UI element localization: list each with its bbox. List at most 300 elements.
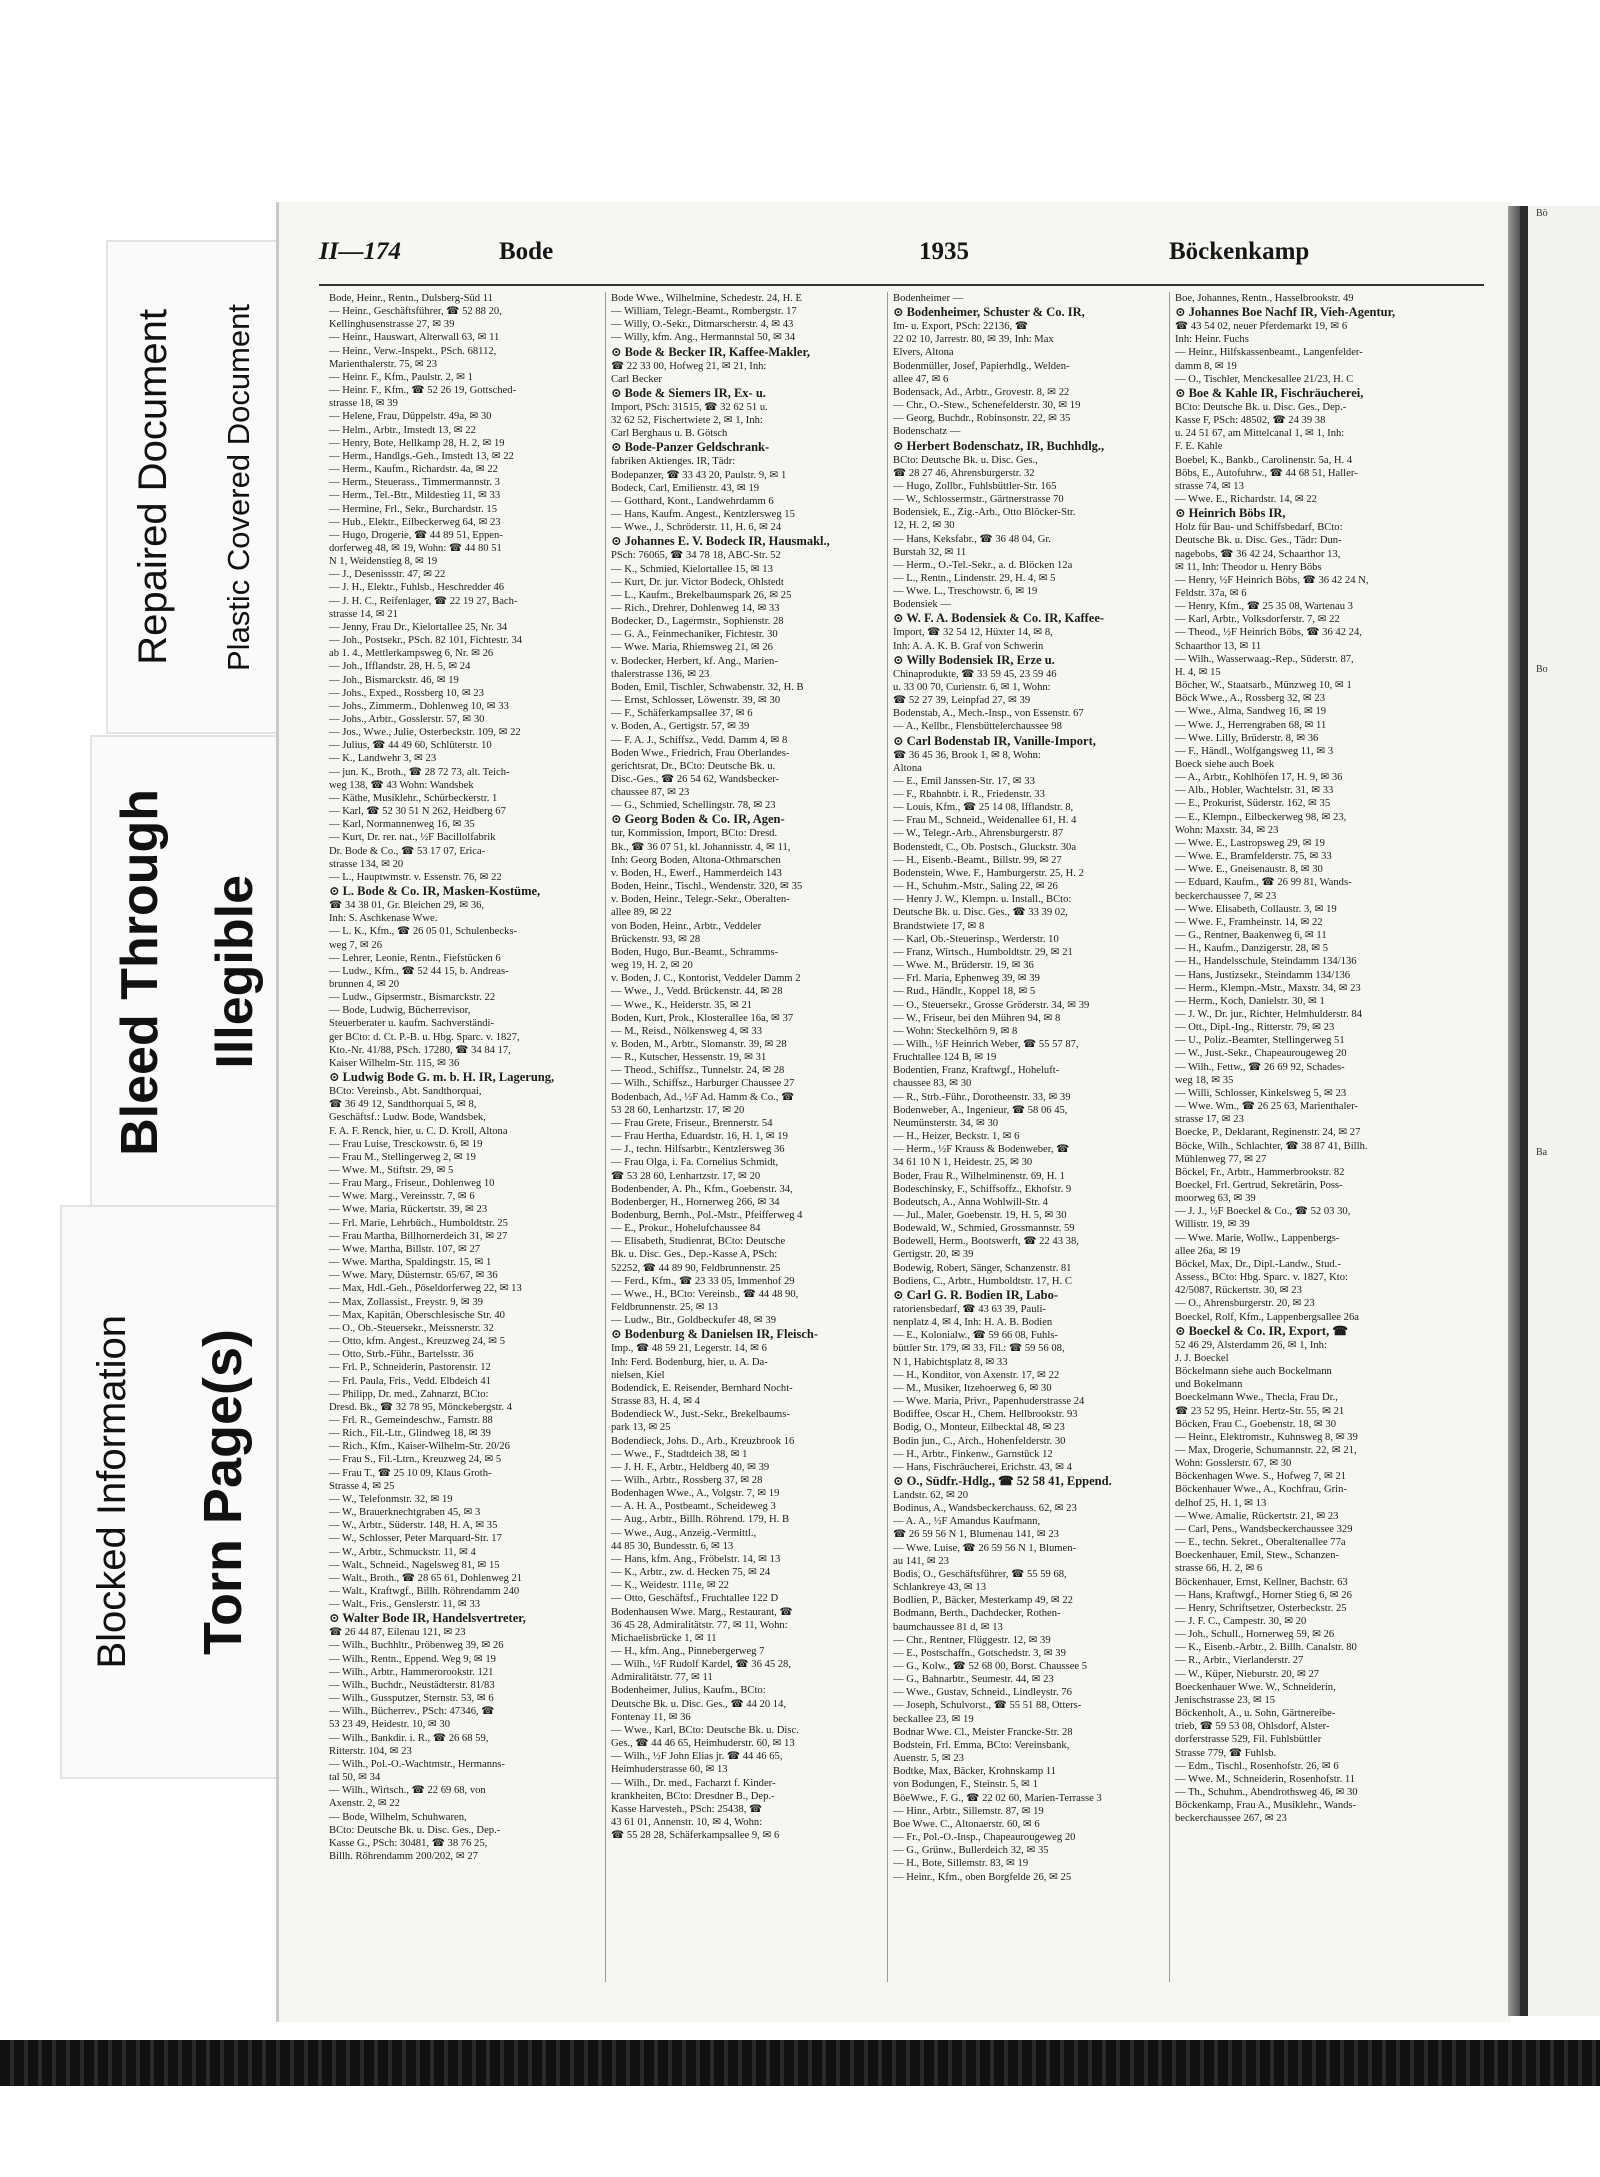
repaired-document-label: Repaired Document: [130, 309, 175, 665]
directory-entry: Bodenstedt, C., Ob. Postsch., Gluckstr. 30a: [893, 841, 1077, 853]
directory-entry: — Joh., Bismarckstr. 46, ✉ 19: [329, 674, 459, 686]
directory-entry: Bodlien, P., Bäcker, Mesterkamp 49, ✉ 22: [893, 1595, 1073, 1607]
directory-entry: ⊙ Boe & Kahle IR, Fischräucherei,: [1175, 385, 1364, 400]
directory-entry: thalerstrasse 136, ✉ 23: [611, 668, 710, 680]
directory-entry: v. Boden, H., Ewerf., Hammerdeich 143: [611, 867, 782, 879]
directory-entry: Billh. Röhrendamm 200/202, ✉ 27: [329, 1850, 478, 1862]
directory-entry: 52252, ☎ 44 89 90, Feldbrunnenstr. 25: [611, 1262, 781, 1274]
directory-entry: — Hugo, Zollbr., Fuhlsbüttler-Str. 165: [893, 480, 1057, 492]
directory-entry: — Hans, Fischräucherei, Erichstr. 43, ✉ 4: [893, 1461, 1072, 1473]
directory-entry: Böckenholt, A., u. Sohn, Gärtnereibe-: [1175, 1708, 1336, 1720]
directory-entry: — Wilh., Dr. med., Facharzt f. Kinder-: [611, 1777, 776, 1789]
directory-entry: — Joseph, Schulvorst., ☎ 55 51 88, Otters-: [893, 1700, 1082, 1712]
directory-entry: Boder, Frau R., Wilhelminenstr. 69, H. 1: [893, 1170, 1065, 1182]
directory-entry: — Herm., ½F Krauss & Bodenweber, ☎: [893, 1144, 1070, 1156]
directory-entry: — Wwe. Martha, Billstr. 107, ✉ 27: [329, 1243, 481, 1255]
directory-entry: — J. J., ½F Boeckel & Co., ☎ 52 03 30,: [1175, 1206, 1351, 1218]
directory-entry: Bodeschinsky, F., Schiffsoffz., Ekhofstr. 9: [893, 1183, 1072, 1195]
directory-entry: — Walt., Kraftwgf., Billh. Röhrendamm 240: [329, 1586, 520, 1597]
directory-entry: — Heinr., Kfm., oben Borgfelde 26, ✉ 25: [893, 1871, 1072, 1883]
directory-entry: Böck Wwe., A., Rossberg 32, ✉ 23: [1175, 693, 1326, 705]
directory-entry: strasse 17, ✉ 23: [1175, 1114, 1244, 1126]
directory-entry: Altona: [893, 762, 922, 774]
directory-entry: delhof 25, H. 1, ✉ 13: [1175, 1497, 1267, 1509]
directory-entry: tur, Kommission, Import, BCto: Dresd.: [611, 828, 778, 840]
condition-label-blocked-torn: [60, 1205, 284, 1779]
directory-entry: von Boden, Heinr., Arbtr., Veddeler: [611, 920, 762, 932]
directory-entry: — Max, Hdl.-Geh., Pöseldorferweg 22, ✉ 13: [329, 1283, 522, 1295]
directory-entry: Dr. Bode & Co., ☎ 53 17 07, Erica-: [329, 845, 486, 857]
directory-entry: — Elisabeth, Studienrat, BCto: Deutsche: [611, 1236, 786, 1248]
directory-entry: ⊙ Boeckel & Co. IR, Export, ☎: [1175, 1323, 1348, 1338]
directory-entry: — Kurt, Dr. jur. Victor Bodeck, Ohlstedt: [611, 576, 784, 588]
directory-entry: ⊙ L. Bode & Co. IR, Masken-Kostüme,: [329, 884, 541, 899]
directory-entry: — H., Schuhm.-Mstr., Saling 22, ✉ 26: [893, 881, 1058, 893]
directory-entry: 34 61 10 N 1, Heidestr. 25, ✉ 30: [893, 1157, 1033, 1169]
directory-entry: — O., Ob.-Steuersekr., Meissnerstr. 32: [329, 1322, 494, 1334]
directory-entry: — Georg, Buchdr., Robinsonstr. 22, ✉ 35: [893, 413, 1071, 425]
directory-entry: ☎ 36 49 12, Sandthorquai 5, ✉ 8,: [329, 1099, 477, 1111]
directory-entry: Inh: Heinr. Fuchs: [1175, 334, 1249, 346]
header-first-name: Bode: [499, 238, 554, 265]
directory-entry: — Wwe. Wm., ☎ 26 25 63, Marienthaler-: [1175, 1101, 1358, 1113]
directory-entry: — W., Arbtr., Süderstr. 148, H. A, ✉ 35: [329, 1520, 498, 1532]
directory-entry: Dresd. Bk., ☎ 32 78 95, Mönckebergstr. 4: [329, 1401, 513, 1413]
directory-entry: Kasse Harvesteh., PSch: 25438, ☎: [611, 1803, 763, 1815]
directory-entry: Bodensiek, E., Zig.-Arb., Otto Blöcker-Str.: [893, 507, 1076, 519]
directory-entry: weg 138, ☎ 43 Wohn: Wandsbek: [329, 779, 474, 791]
directory-entry: — Frl. Marie, Lehrbüch., Humboldtstr. 25: [329, 1217, 508, 1229]
directory-entry: — Heinr. F., Kfm., Paulstr. 2, ✉ 1: [329, 371, 473, 383]
directory-entry: — Max, Kapitän, Oberschlesische Str. 40: [329, 1309, 505, 1321]
directory-entry: Bodenbach, Ad., ½F Ad. Hamm & Co., ☎: [611, 1091, 795, 1103]
directory-entry: ☎ 36 45 36, Brook 1, ✉ 8, Wohn:: [893, 749, 1041, 761]
directory-entry: ✉ 11, Inh: Theodor u. Henry Böbs: [1175, 561, 1322, 573]
directory-entry: — J. H., Elektr., Fuhlsb., Heschredder 46: [329, 582, 505, 594]
directory-entry: Inh: Ferd. Bodenburg, hier, u. A. Da-: [611, 1356, 768, 1368]
directory-entry: — Wilh., Buchhltr., Pröbenweg 39, ✉ 26: [329, 1640, 504, 1652]
directory-entry: Strasse 83, H. 4, ✉ 4: [611, 1396, 700, 1408]
directory-entry: ☎ 26 44 87, Eilenau 121, ✉ 23: [329, 1627, 466, 1639]
directory-entry: — E., Prokur., Hohelufchaussee 84: [611, 1223, 761, 1235]
directory-entry: — O., Ahrensburgerstr. 20, ✉ 23: [1175, 1298, 1315, 1310]
directory-entry: — Frl. R., Gemeindeschw., Farnstr. 88: [329, 1414, 493, 1426]
directory-entry: Böckenhauer Wwe., A., Kochfrau, Grin-: [1175, 1484, 1347, 1496]
directory-entry: Bk., ☎ 36 07 51, kl. Johannisstr. 4, ✉ 11,: [611, 841, 791, 853]
directory-entry: 53 23 49, Heidestr. 10, ✉ 30: [329, 1719, 450, 1731]
directory-entry: — Lehrer, Leonie, Rentn., Fiefstücken 6: [329, 952, 501, 964]
directory-entry: — Max, Zollassist., Freystr. 9, ✉ 39: [329, 1296, 483, 1308]
directory-entry: — Ludw., Gipsermstr., Bismarckstr. 22: [329, 992, 496, 1004]
directory-entry: — William, Telegr.-Beamt., Rombergstr. 17: [611, 306, 797, 318]
directory-entry: — H., Handelsschule, Steindamm 134/136: [1175, 956, 1357, 968]
directory-entry: — Wwe., F., Stadtdeich 38, ✉ 1: [611, 1448, 748, 1460]
directory-entry: — Joh., Ifflandstr. 28, H. 5, ✉ 24: [329, 661, 471, 673]
directory-entry: au 141, ✉ 23: [893, 1555, 949, 1567]
directory-entry: — Wwe. Marie, Wollw., Lappenbergs-: [1175, 1232, 1340, 1244]
directory-entry: Imp., ☎ 48 59 21, Legerstr. 14, ✉ 6: [611, 1343, 767, 1355]
directory-entry: ⊙ Bodenburg & Danielsen IR, Fleisch-: [611, 1327, 819, 1342]
directory-entry: — Johs., Zimmerm., Dohlenweg 10, ✉ 33: [329, 700, 509, 712]
directory-entry: — G., Rentner, Baakenweg 6, ✉ 11: [1175, 930, 1327, 942]
directory-entry: — Käthe, Musiklehr., Schürbeckerstr. 1: [329, 792, 498, 804]
directory-entry: Schaarthor 13, ✉ 11: [1175, 640, 1262, 652]
directory-entry: — Julius, ☎ 44 49 60, Schlüterstr. 10: [329, 740, 492, 752]
directory-entry: Bodenberger, H., Hornerweg 266, ✉ 34: [611, 1196, 780, 1208]
directory-entry: Bodenhagen Wwe., A., Volgstr. 7, ✉ 19: [611, 1488, 780, 1500]
directory-entry: ☎ 28 27 46, Ahrensburgerstr. 32: [893, 467, 1035, 479]
directory-entry: — Frl. P., Schneiderin, Pastorenstr. 12: [329, 1362, 491, 1374]
directory-entry: — W., Telefonmstr. 32, ✉ 19: [329, 1493, 453, 1505]
directory-entry: — Frau Marg., Friseur., Dohlenweg 10: [329, 1178, 495, 1190]
directory-entry: — Wwe., Gustav, Schneid., Lindleystr. 76: [893, 1687, 1072, 1699]
directory-entry: Disc.-Ges., ☎ 26 54 62, Wandsbecker-: [611, 774, 780, 785]
directory-entry: ⊙ Walter Bode IR, Handelsvertreter,: [329, 1611, 526, 1626]
directory-entry: — Joh., Postsekr., PSch. 82 101, Fichtestr. 34: [329, 635, 523, 647]
directory-entry: — G., Kolw., ☎ 52 68 00, Borst. Chaussee 5: [893, 1661, 1088, 1672]
directory-entry: Bodenburg, Bernh., Pol.-Mstr., Pfeifferweg 4: [611, 1210, 803, 1221]
directory-entry: — Ott., Dipl.-Ing., Ritterstr. 79, ✉ 23: [1175, 1022, 1335, 1034]
directory-entry: moorweg 63, ✉ 39: [1175, 1193, 1256, 1205]
directory-entry: — Wwe., Alma, Sandweg 16, ✉ 19: [1175, 706, 1327, 718]
directory-entry: allee 47, ✉ 6: [893, 373, 949, 385]
directory-entry: ⊙ Johannes Boe Nachf IR, Vieh-Agentur,: [1175, 305, 1396, 320]
directory-entry: Boden, Kurt, Prok., Klosterallee 16a, ✉ 37: [611, 1012, 794, 1024]
directory-entry: — Heinr., Hauswart, Alterwall 63, ✉ 11: [329, 332, 500, 344]
directory-entry: — Wwe. Elisabeth, Collaustr. 3, ✉ 19: [1175, 903, 1337, 915]
directory-entry: — Edm., Tischl., Rosenhofstr. 26, ✉ 6: [1175, 1760, 1339, 1772]
column-divider: [1169, 292, 1170, 1982]
directory-entry: fabriken Aktienges. IR, Tädr:: [611, 456, 736, 468]
directory-entry: — Henry, ½F Heinrich Böbs, ☎ 36 42 24 N,: [1175, 574, 1369, 586]
directory-entry: baumchaussee 81 d, ✉ 13: [893, 1621, 1003, 1633]
directory-entry: — Herm., Steuerass., Timmermannstr. 3: [329, 477, 500, 489]
directory-entry: v. Bodecker, Herbert, kf. Ang., Marien-: [611, 655, 778, 667]
directory-entry: — Willy, kfm. Ang., Hermannstal 50, ✉ 34: [611, 332, 796, 344]
directory-entry: Böcken, Frau C., Goebenstr. 18, ✉ 30: [1175, 1418, 1336, 1430]
directory-entry: BCto: Deutsche Bk. u. Disc. Ges., Dep.-: [1175, 401, 1347, 413]
directory-entry: 42/5087, Rückertstr. 30, ✉ 23: [1175, 1285, 1302, 1297]
directory-entry: — Hermine, Frl., Sekr., Burchardstr. 15: [329, 503, 498, 515]
directory-entry: — Wilh., ½F John Elias jr. ☎ 44 46 65,: [611, 1751, 783, 1763]
directory-entry: Bodepanzer, ☎ 33 43 20, Paulstr. 9, ✉ 1: [611, 469, 787, 481]
directory-entry: — W., Schlossermstr., Gärtnerstrasse 70: [893, 494, 1064, 506]
directory-entry: — Henry J. W., Klempn. u. Install., BCto:: [893, 894, 1072, 906]
directory-entry: — Eduard, Kaufm., ☎ 26 99 81, Wands-: [1175, 877, 1352, 889]
directory-entry: — Wwe. E., Richardstr. 14, ✉ 22: [1175, 494, 1317, 506]
column-divider: [605, 292, 606, 1982]
directory-entry: Heimhuderstrasse 60, ✉ 13: [611, 1764, 728, 1776]
directory-entry: u. 24 51 67, am Mittelcanal 1, ✉ 1, Inh:: [1175, 428, 1345, 440]
directory-entry: — Wwe. M., Brüderstr. 19, ✉ 36: [893, 960, 1034, 972]
directory-entry: — K., Schmied, Kielortallee 15, ✉ 13: [611, 563, 773, 575]
directory-entry: — Wilh., Arbtr., Rossberg 37, ✉ 28: [611, 1474, 763, 1486]
directory-entry: trieb, ☎ 59 53 08, Ohlsdorf, Alster-: [1175, 1721, 1330, 1733]
directory-entry: Kasse F, PSch: 48502, ☎ 24 39 38: [1175, 415, 1326, 427]
directory-entry: Strasse 779, ☎ Fuhlsb.: [1175, 1747, 1277, 1759]
directory-entry: ☎ 26 59 56 N 1, Blumenau 141, ✉ 23: [893, 1529, 1059, 1541]
directory-entry: F. E. Kahle: [1175, 441, 1223, 453]
directory-entry: Fontenay 11, ✉ 36: [611, 1711, 691, 1723]
directory-entry: Boecke, P., Deklarant, Reginenstr. 24, ✉ 27: [1175, 1127, 1361, 1139]
plastic-covered-label: Plastic Covered Document: [221, 303, 257, 671]
directory-entry: Boebel, K., Bankb., Carolinenstr. 5a, H. 4: [1175, 454, 1353, 466]
directory-entry: — Hans, Kraftwgf., Horner Stieg 6, ✉ 26: [1175, 1589, 1352, 1601]
directory-entry: beckerchaussee 267, ✉ 23: [1175, 1813, 1287, 1825]
directory-entry: ⊙ Bodenheimer, Schuster & Co. IR,: [893, 305, 1085, 320]
scanner-bottom-band: [0, 2040, 1600, 2086]
directory-entry: Böckelmann siehe auch Bockelmann: [1175, 1366, 1332, 1378]
directory-entry: — Wwe. Martha, Spaldingstr. 15, ✉ 1: [329, 1257, 492, 1269]
directory-entry: — H., kfm. Ang., Pinnebergerweg 7: [611, 1646, 765, 1657]
directory-entry: ⊙ W. F. A. Bodensiek & Co. IR, Kaffee-: [893, 611, 1105, 626]
condition-label-bleed-illegible: [90, 735, 284, 1209]
adjacent-page-fragment: Bo: [1536, 664, 1548, 675]
directory-entry: — Wilh., ½F Heinrich Weber, ☎ 55 57 87,: [893, 1038, 1079, 1050]
directory-entry: ger BCto: d. Ct. P.-B. u. Hbg. Sparc. v. 1827,: [329, 1031, 520, 1043]
directory-entry: Bodin jun., C., Arch., Hohenfelderstr. 30: [893, 1435, 1066, 1447]
directory-entry: park 13, ✉ 25: [611, 1422, 671, 1434]
directory-entry: chaussee 83, ✉ 30: [893, 1078, 972, 1090]
directory-entry: Bodnar Wwe. Cl., Meister Francke-Str. 28: [893, 1726, 1073, 1738]
directory-entry: Bodenstein, Wwe. F., Hamburgerstr. 25, H. 2: [893, 867, 1084, 879]
directory-entry: — Wwe. Luise, ☎ 26 59 56 N 1, Blumen-: [893, 1542, 1077, 1554]
directory-entry: Carl Berghaus u. B. Götsch: [611, 428, 728, 440]
directory-entry: BöeWwe., F. G., ☎ 22 02 60, Marien-Terrasse 3: [893, 1792, 1102, 1804]
directory-entry: Böckenhagen Wwe. S., Hofweg 7, ✉ 21: [1175, 1471, 1347, 1483]
directory-entry: chaussee 87, ✉ 23: [611, 787, 690, 799]
directory-entry: — Wwe. Lilly, Brüderstr. 8, ✉ 36: [1175, 732, 1319, 744]
directory-entry: Boeckelmann Wwe., Thecla, Frau Dr.,: [1175, 1392, 1338, 1404]
directory-entry: — Philipp, Dr. med., Zahnarzt, BCto:: [329, 1388, 489, 1400]
directory-entry: und Bokelmann: [1175, 1379, 1243, 1391]
directory-entry: — M., Reisd., Nölkensweg 4, ✉ 33: [611, 1025, 763, 1037]
directory-entry: allee 89, ✉ 22: [611, 907, 672, 919]
directory-entry: Bodenheimer —: [893, 293, 964, 304]
directory-entry: — Frau Martha, Billhornerdeich 31, ✉ 27: [329, 1230, 508, 1242]
directory-entry: — Wilh., ½F Rudolf Kardel, ☎ 36 45 28,: [611, 1659, 792, 1671]
directory-entry: weg 7, ✉ 26: [329, 939, 383, 951]
directory-entry: — Hans, Keksfabr., ☎ 36 48 04, Gr.: [893, 533, 1051, 545]
directory-entry: — Frl. Paula, Fris., Vedd. Elbdeich 41: [329, 1375, 491, 1387]
directory-entry: 44 85 30, Bundesstr. 6, ✉ 13: [611, 1540, 734, 1552]
directory-entry: strasse 74, ✉ 13: [1175, 480, 1244, 492]
directory-entry: Kaiser Wilhelm-Str. 115, ✉ 36: [329, 1057, 460, 1069]
directory-entry: dorferweg 48, ✉ 19, Wohn: ☎ 44 80 51: [329, 542, 502, 554]
directory-entry: — Frau M., Stellingerweg 2, ✉ 19: [329, 1151, 476, 1163]
directory-entry: ⊙ Bode-Panzer Geldschrank-: [611, 440, 770, 455]
directory-entry: J. J. Boeckel: [1175, 1352, 1229, 1364]
directory-entry: Auenstr. 5, ✉ 23: [893, 1753, 964, 1765]
directory-column-4: [1175, 292, 1447, 1992]
directory-entry: — Johs., Arbtr., Gosslerstr. 57, ✉ 30: [329, 714, 485, 725]
directory-entry: nielsen, Kiel: [611, 1369, 665, 1381]
directory-entry: 12, H. 2, ✉ 30: [893, 520, 955, 532]
directory-entry: — Bode, Wilhelm, Schuhwaren,: [329, 1811, 467, 1823]
directory-entry: — Gotthard, Kont., Landwehrdamm 6: [611, 495, 774, 507]
directory-entry: — Kurt, Dr. rer. nat., ½F Bacillolfabrik: [329, 832, 496, 844]
directory-entry: Admiralitätstr. 77, ✉ 11: [611, 1672, 713, 1684]
directory-entry: Bodeck, Carl, Emilienstr. 43, ✉ 19: [611, 482, 760, 494]
torn-pages-label: Torn Page(s): [192, 1328, 253, 1656]
directory-entry: Michaelisbrücke 1, ✉ 11: [611, 1632, 717, 1644]
directory-entry: — Wilh., Pol.-O.-Wachtmstr., Hermanns-: [329, 1758, 505, 1770]
directory-entry: — Wilh., Gussputzer, Sternstr. 53, ✉ 6: [329, 1693, 494, 1705]
directory-entry: Ritterstr. 104, ✉ 23: [329, 1745, 412, 1757]
directory-entry: Bodmann, Berth., Dachdecker, Rothen-: [893, 1608, 1061, 1620]
directory-entry: — Jos., Wwe., Julie, Osterbeckstr. 109, ✉ 22: [329, 727, 521, 739]
directory-entry: — Joh., Schull., Hornerweg 59, ✉ 26: [1175, 1629, 1335, 1641]
directory-entry: — W., Küper, Nieburstr. 20, ✉ 27: [1175, 1668, 1320, 1680]
directory-entry: Boden, Heinr., Tischl., Wendenstr. 320, ✉ 35: [611, 881, 803, 893]
directory-entry: Brückenstr. 93, ✉ 28: [611, 933, 701, 945]
directory-entry: — Hugo, Drogerie, ☎ 44 89 51, Eppen-: [329, 529, 503, 541]
directory-entry: — Wilh., Arbtr., Hammerorookstr. 121: [329, 1666, 494, 1678]
directory-entry: Wohn: Maxstr. 34, ✉ 23: [1175, 824, 1279, 836]
directory-entry: — Karl, Ob.-Steuerinsp., Werderstr. 10: [893, 933, 1059, 945]
directory-entry: — F., Rbahnbtr. i. R., Friedenstr. 33: [893, 789, 1045, 800]
directory-entry: Bodecker, D., Lagermstr., Sophienstr. 28: [611, 616, 784, 628]
directory-entry: damm 8, ✉ 19: [1175, 360, 1237, 372]
directory-entry: allee 26a, ✉ 19: [1175, 1245, 1241, 1257]
directory-entry: — Heinr., Verw.-Inspekt., PSch. 68112,: [329, 345, 497, 357]
directory-entry: ⊙ Carl G. R. Bodien IR, Labo-: [893, 1287, 1059, 1302]
directory-entry: — H., Arbtr., Finkenw., Garnstück 12: [893, 1448, 1053, 1460]
directory-entry: — A., Arbtr., Kohlhöfen 17, H. 9, ✉ 36: [1175, 772, 1343, 784]
directory-entry: — Heinr., Elektromstr., Kuhnsweg 8, ✉ 39: [1175, 1431, 1358, 1443]
directory-entry: — Wwe. E., Lastropsweg 29, ✉ 19: [1175, 837, 1325, 849]
directory-entry: Chinaprodukte, ☎ 33 59 45, 23 59 46: [893, 668, 1057, 680]
directory-entry: Boeckenhauer Wwe. W., Schneiderin,: [1175, 1681, 1336, 1693]
directory-entry: — Louis, Kfm., ☎ 25 14 08, Ifflandstr. 8,: [893, 802, 1074, 814]
directory-entry: ⊙ Johannes E. V. Bodeck IR, Hausmakl.,: [611, 534, 830, 549]
directory-entry: gerichtsrat, Dr., BCto: Deutsche Bk. u.: [611, 760, 776, 772]
directory-entry: beckallee 23, ✉ 19: [893, 1713, 974, 1725]
directory-entry: Mühlenweg 77, ✉ 27: [1175, 1153, 1267, 1165]
directory-entry: strasse 66, H. 2, ✉ 6: [1175, 1563, 1263, 1575]
directory-entry: — Wwe. J., Herrengraben 68, ✉ 11: [1175, 719, 1327, 731]
directory-entry: — W., Friseur, bei den Mühren 94, ✉ 8: [893, 1012, 1061, 1024]
adjacent-page-fragment: Bö: [1536, 208, 1548, 219]
directory-entry: — K., Landwehr 3, ✉ 23: [329, 753, 437, 765]
illegible-label: Illegible: [205, 875, 264, 1069]
directory-entry: — L., Hauptwmstr. v. Essenstr. 76, ✉ 22: [329, 871, 502, 883]
directory-entry: — Wwe. Maria, Rückertstr. 39, ✉ 23: [329, 1204, 488, 1216]
directory-entry: — Herm., O.-Tel.-Sekr., a. d. Blöcken 12a: [893, 559, 1073, 571]
directory-entry: weg 18, ✉ 35: [1175, 1074, 1234, 1086]
directory-entry: — Wwe., J., Vedd. Brückenstr. 44, ✉ 28: [611, 986, 783, 998]
directory-entry: — Wilh., Bücherrev., PSch: 47346, ☎: [329, 1706, 495, 1718]
directory-entry: — Carl, Pens., Wandsbeckerchaussee 329: [1175, 1523, 1353, 1535]
directory-entry: — L. K., Kfm., ☎ 26 05 01, Schulenbecks-: [329, 926, 517, 938]
directory-entry: v. Boden, M., Arbtr., Slomanstr. 39, ✉ 28: [611, 1038, 787, 1050]
directory-entry: ☎ 53 28 60, Lenhartzstr. 17, ✉ 20: [611, 1170, 761, 1182]
directory-entry: Bodensiek —: [893, 599, 951, 611]
directory-entry: — R., Arbtr., Vierlanderstr. 27: [1175, 1655, 1304, 1667]
directory-entry: N 1, Weidenstieg 8, ✉ 19: [329, 556, 438, 568]
directory-entry: ⊙ Bode & Becker IR, Kaffee-Makler,: [611, 344, 810, 359]
directory-entry: — Karl, Arbtr., Volksdorferstr. 7, ✉ 22: [1175, 614, 1340, 626]
directory-entry: Bodenweber, A., Ingenieur, ☎ 58 06 45,: [893, 1104, 1068, 1116]
directory-entry: — Rich., Kfm., Kaiser-Wilhelm-Str. 20/26: [329, 1441, 510, 1453]
directory-entry: Import, PSch: 31515, ☎ 32 62 51 u.: [611, 401, 768, 413]
directory-entry: — Johs., Exped., Rossberg 10, ✉ 23: [329, 687, 484, 699]
directory-entry: Bodstein, Frl. Emma, BCto: Vereinsbank,: [893, 1739, 1070, 1751]
directory-entry: 32 62 52, Fischertwiete 2, ✉ 1, Inh:: [611, 415, 763, 427]
directory-entry: Bodewig, Robert, Sänger, Schanzenstr. 81: [893, 1262, 1072, 1274]
directory-entry: ⊙ Willy Bodensiek IR, Erze u.: [893, 652, 1055, 667]
directory-entry: — F., Schäferkampsallee 37, ✉ 6: [611, 708, 753, 720]
directory-entry: Bodiffee, Oscar H., Chem. Hellbrookstr. 93: [893, 1409, 1078, 1421]
directory-entry: ⊙ O., Südfr.-Hdlg., ☎ 52 58 41, Eppend.: [893, 1473, 1112, 1488]
directory-entry: 22 02 10, Jarrestr. 80, ✉ 39, Inh: Max: [893, 334, 1054, 346]
directory-entry: — Wwe., H., BCto: Vereinsb., ☎ 44 48 90,: [611, 1288, 799, 1300]
directory-entry: H. 4, ✉ 15: [1175, 666, 1221, 678]
directory-entry: — F. A. J., Schiffsz., Vedd. Damm 4, ✉ 8: [611, 734, 788, 746]
directory-entry: — Frl. Maria, Ephenweg 39, ✉ 39: [893, 973, 1040, 985]
directory-entry: — Rich., Drehrer, Dohlenweg 14, ✉ 33: [611, 602, 780, 614]
directory-entry: — Henry, Schriftsetzer, Osterbeckstr. 25: [1175, 1602, 1347, 1614]
directory-entry: — Aug., Arbtr., Billh. Röhrend. 179, H. B: [611, 1514, 790, 1526]
directory-entry: — Max, Drogerie, Schumannstr. 22, ✉ 21,: [1175, 1444, 1357, 1456]
directory-entry: Assess., BCto: Hbg. Sparc. v. 1827, Kto:: [1175, 1272, 1348, 1284]
directory-entry: Im- u. Export, PSch: 22136, ☎: [893, 321, 1029, 333]
directory-entry: nagebobs, ☎ 36 42 24, Schaarthor 13,: [1175, 548, 1341, 560]
directory-entry: — A. H. A., Postbeamt., Scheideweg 3: [611, 1501, 776, 1513]
directory-entry: — J. W., Dr. jur., Richter, Helmhulderstr. 84: [1175, 1008, 1363, 1020]
directory-entry: Import, ☎ 32 54 12, Hüxter 14, ✉ 8,: [893, 627, 1053, 639]
directory-entry: — J. F. C., Campestr. 30, ✉ 20: [1175, 1616, 1307, 1627]
directory-entry: — Jenny, Frau Dr., Kielortallee 25, Nr. 34: [329, 621, 508, 633]
directory-entry: — Helene, Frau, Düppelstr. 49a, ✉ 30: [329, 411, 492, 423]
directory-entry: ⊙ Bode & Siemers IR, Ex- u.: [611, 385, 766, 400]
directory-entry: — jun. K., Broth., ☎ 28 72 73, alt. Teich-: [329, 766, 510, 778]
directory-entry: — Otto, Strb.-Führ., Bartelsstr. 36: [329, 1349, 474, 1361]
directory-entry: Gertigstr. 20, ✉ 39: [893, 1249, 974, 1261]
directory-entry: Bodendick, E. Reisender, Bernhard Nocht-: [611, 1382, 793, 1394]
directory-entry: büttler Str. 179, ✉ 33, Fil.: ☎ 59 56 08,: [893, 1343, 1065, 1355]
column-divider: [887, 292, 888, 1982]
directory-entry: — Fr., Pol.-O.-Insp., Chapeaurougeweg 20: [893, 1832, 1076, 1844]
bleed-through-label: Bleed Through: [110, 788, 169, 1156]
directory-entry: ⊙ Herbert Bodenschatz, IR, Buchhdlg.,: [893, 438, 1105, 453]
directory-entry: — Heinr. F., Kfm., ☎ 52 26 19, Gottsched-: [329, 385, 517, 397]
directory-entry: Neumünsterstr. 34, ✉ 30: [893, 1117, 999, 1129]
directory-entry: — Wwe. L., Treschowstr. 6, ✉ 19: [893, 586, 1038, 598]
directory-entry: ☎ 52 27 39, Leinpfad 27, ✉ 39: [893, 695, 1031, 707]
directory-entry: Wohn: Gosslerstr. 67, ✉ 30: [1175, 1458, 1292, 1470]
directory-entry: — Wwe. Mary, Düsternstr. 65/67, ✉ 36: [329, 1270, 498, 1282]
directory-entry: Boden, Hugo, Bur.-Beamt., Schramms-: [611, 946, 779, 958]
directory-entry: Boe, Johannes, Rentn., Hasselbrookstr. 49: [1175, 293, 1354, 304]
directory-entry: Axenstr. 2, ✉ 22: [329, 1798, 400, 1810]
directory-entry: — G., Schmied, Schellingstr. 78, ✉ 23: [611, 800, 776, 812]
directory-entry: ☎ 22 33 00, Hofweg 21, ✉ 21, Inh:: [611, 360, 767, 372]
directory-entry: strasse 134, ✉ 20: [329, 858, 404, 870]
directory-entry: weg 19, H. 2, ✉ 20: [611, 960, 693, 972]
directory-entry: — Willy, O.-Sekr., Ditmarscherstr. 4, ✉ 43: [611, 319, 794, 331]
directory-entry: — G., Bahnarbtr., Seumestr. 44, ✉ 23: [893, 1674, 1054, 1686]
directory-entry: — Hans, kfm. Ang., Fröbelstr. 14, ✉ 13: [611, 1553, 781, 1565]
directory-entry: ⊙ Ludwig Bode G. m. b. H. IR, Lagerung,: [329, 1070, 555, 1085]
directory-entry: — K., Arbtr., zw. d. Hecken 75, ✉ 24: [611, 1567, 771, 1579]
directory-entry: — H., Bote, Sillemstr. 83, ✉ 19: [893, 1858, 1029, 1870]
adjacent-page-edge: [1520, 206, 1600, 2016]
directory-entry: — Wwe., Karl, BCto: Deutsche Bk. u. Disc.: [611, 1724, 799, 1736]
directory-entry: — Ferd., Kfm., ☎ 23 33 05, Immenhof 29: [611, 1275, 795, 1287]
directory-entry: Boe Wwe. C., Altonaerstr. 60, ✉ 6: [893, 1818, 1040, 1830]
directory-entry: — Karl, ☎ 52 30 51 N 262, Heidberg 67: [329, 806, 506, 818]
